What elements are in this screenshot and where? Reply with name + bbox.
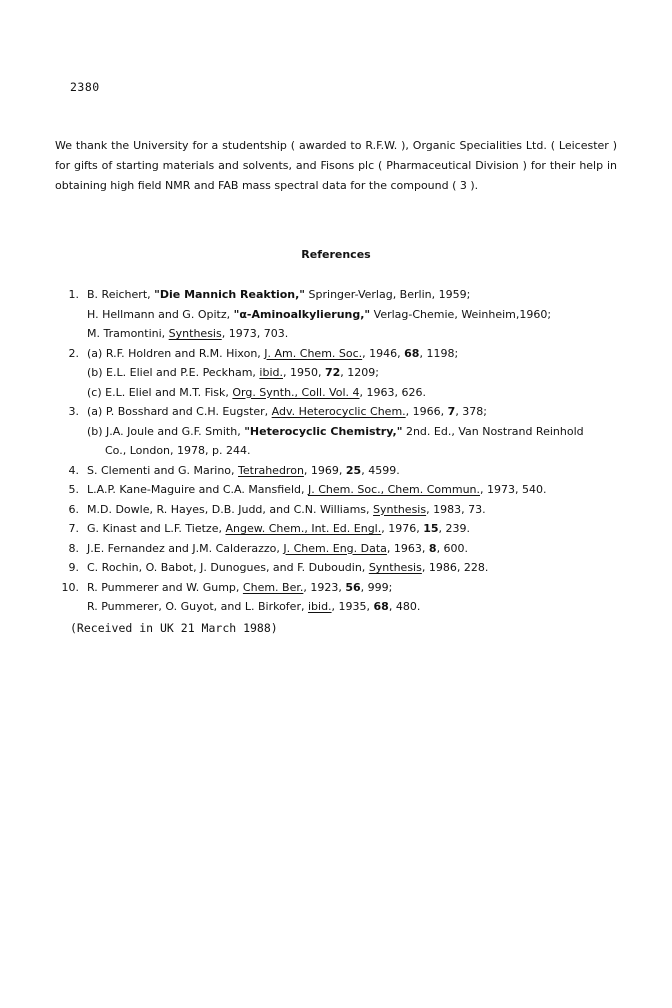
reference-line: [57, 480, 619, 500]
reference-line: [57, 305, 619, 325]
reference-line: [57, 363, 619, 383]
journal-title: Synthesis: [168, 327, 222, 340]
references-heading: References: [301, 248, 371, 261]
reference-text: , 600.: [436, 541, 469, 555]
reference-text: , 1963,: [386, 541, 429, 555]
reference-text: , 1209;: [340, 366, 379, 379]
reference-text: , 1986, 228.: [421, 561, 489, 574]
reference-text: (c) E.L. Eliel and M.T. Fisk,: [87, 385, 233, 399]
bold-text: "α-Aminoalkylierung,": [233, 307, 371, 321]
bold-text: "Heterocyclic Chemistry,": [244, 424, 403, 438]
reference-text: Verlag-Chemie, Weinheim,1960;: [370, 307, 552, 321]
reference-text: (a) R.F. Holdren and R.M. Hixon,: [87, 346, 265, 360]
reference-line: [57, 500, 619, 520]
reference-line: [57, 441, 619, 461]
reference-number: 9.: [68, 561, 79, 574]
reference-number: 6.: [68, 502, 79, 516]
reference-text: B. Reichert,: [87, 288, 155, 301]
journal-title: ibid.: [307, 600, 332, 613]
bold-text: 68: [373, 600, 389, 613]
reference-text: L.A.P. Kane-Maguire and C.A. Mansfield,: [87, 483, 308, 496]
reference-text: Springer-Verlag, Berlin, 1959;: [305, 288, 471, 301]
reference-number: 8.: [68, 541, 79, 555]
reference-text: (b) J.A. Joule and G.F. Smith,: [87, 424, 245, 438]
acknowledgement-paragraph: We thank the University for a studentship ( awarded to R.F.W. ), Organic Specialities Ltd. ( Leicester ) for gifts of starting materials and solvents, and Fisons plc ( Pharmaceutical Division ) for their help in obtaining high field NMR and FAB mass spectral data for the compound ( 3 ).: [55, 139, 617, 192]
bold-text: 25: [345, 463, 362, 477]
reference-text: , 1963, 626.: [359, 385, 426, 399]
journal-title: ibid.: [259, 366, 283, 379]
bold-text: "Die Mannich Reaktion,": [154, 288, 306, 301]
reference-line: [57, 324, 619, 344]
bold-text: 8: [428, 541, 437, 555]
bold-text: 72: [324, 366, 341, 379]
reference-number: 3.: [68, 405, 79, 418]
reference-text: H. Hellmann and G. Opitz,: [87, 307, 234, 321]
reference-line: [57, 344, 619, 364]
journal-title: J. Chem. Soc., Chem. Commun.: [307, 483, 481, 496]
reference-text: C. Rochin, O. Babot, J. Dunogues, and F. Duboudin,: [87, 561, 369, 574]
reference-text: , 480.: [388, 600, 421, 613]
reference-text: , 1950,: [283, 366, 325, 379]
reference-text: Co., London, 1978, p. 244.: [105, 444, 251, 457]
journal-title: Synthesis: [368, 561, 422, 574]
journal-title: Adv. Heterocyclic Chem.: [271, 405, 406, 418]
reference-text: , 1923,: [303, 580, 346, 594]
reference-text: , 999;: [360, 580, 393, 594]
reference-text: , 1983, 73.: [426, 502, 486, 516]
page-number: 2380: [70, 80, 100, 94]
reference-text: G. Kinast and L.F. Tietze,: [87, 522, 226, 535]
reference-line: [57, 402, 619, 422]
reference-number: 4.: [68, 463, 79, 477]
reference-line: [57, 597, 619, 617]
journal-title: Chem. Ber.: [242, 580, 304, 594]
reference-text: R. Pummerer, O. Guyot, and L. Birkofer,: [87, 600, 308, 613]
reference-line: [57, 383, 619, 403]
reference-number: 1.: [68, 288, 79, 301]
journal-title: Synthesis: [373, 502, 427, 516]
reference-text: , 4599.: [361, 463, 400, 477]
reference-text: (a) P. Bosshard and C.H. Eugster,: [87, 405, 272, 418]
reference-text: , 1198;: [419, 346, 459, 360]
reference-list: [57, 285, 619, 617]
reference-line: [57, 422, 619, 442]
reference-number: 10.: [61, 580, 79, 594]
reference-number: 5.: [68, 483, 79, 496]
reference-line: [57, 578, 619, 598]
journal-title: Org. Synth., Coll. Vol. 4: [232, 385, 360, 399]
reference-text: , 1966,: [405, 405, 448, 418]
journal-title: Angew. Chem., Int. Ed. Engl.: [225, 522, 382, 535]
reference-text: S. Clementi and G. Marino,: [87, 463, 239, 477]
reference-number: 2.: [68, 346, 79, 360]
reference-line: [57, 539, 619, 559]
reference-text: , 1946,: [362, 346, 405, 360]
journal-title: J. Chem. Eng. Data: [283, 541, 387, 555]
reference-text: , 1935,: [331, 600, 374, 613]
reference-text: M.D. Dowle, R. Hayes, D.B. Judd, and C.N. Williams,: [87, 502, 374, 516]
bold-text: 7: [447, 405, 456, 418]
journal-title: Tetrahedron: [238, 463, 304, 477]
reference-number: 7.: [68, 522, 79, 535]
reference-line: [57, 519, 619, 539]
reference-text: M. Tramontini,: [87, 327, 169, 340]
reference-text: J.E. Fernandez and J.M. Calderazzo,: [87, 541, 284, 555]
reference-text: , 1976,: [381, 522, 424, 535]
reference-line: [57, 285, 619, 305]
received-date: (Received in UK 21 March 1988): [70, 621, 278, 635]
reference-line: [57, 461, 619, 481]
reference-text: , 1973, 703.: [221, 327, 289, 340]
reference-text: , 1973, 540.: [480, 483, 547, 496]
bold-text: 56: [345, 580, 361, 594]
reference-text: , 239.: [438, 522, 471, 535]
bold-text: 68: [404, 346, 420, 360]
reference-line: [57, 558, 619, 578]
bold-text: 15: [423, 522, 439, 535]
reference-text: , 378;: [455, 405, 488, 418]
reference-text: R. Pummerer and W. Gump,: [87, 580, 243, 594]
reference-text: (b) E.L. Eliel and P.E. Peckham,: [87, 366, 260, 379]
reference-text: , 1969,: [303, 463, 346, 477]
journal-title: J. Am. Chem. Soc.: [264, 346, 363, 360]
reference-text: 2nd. Ed., Van Nostrand Reinhold: [402, 424, 584, 438]
